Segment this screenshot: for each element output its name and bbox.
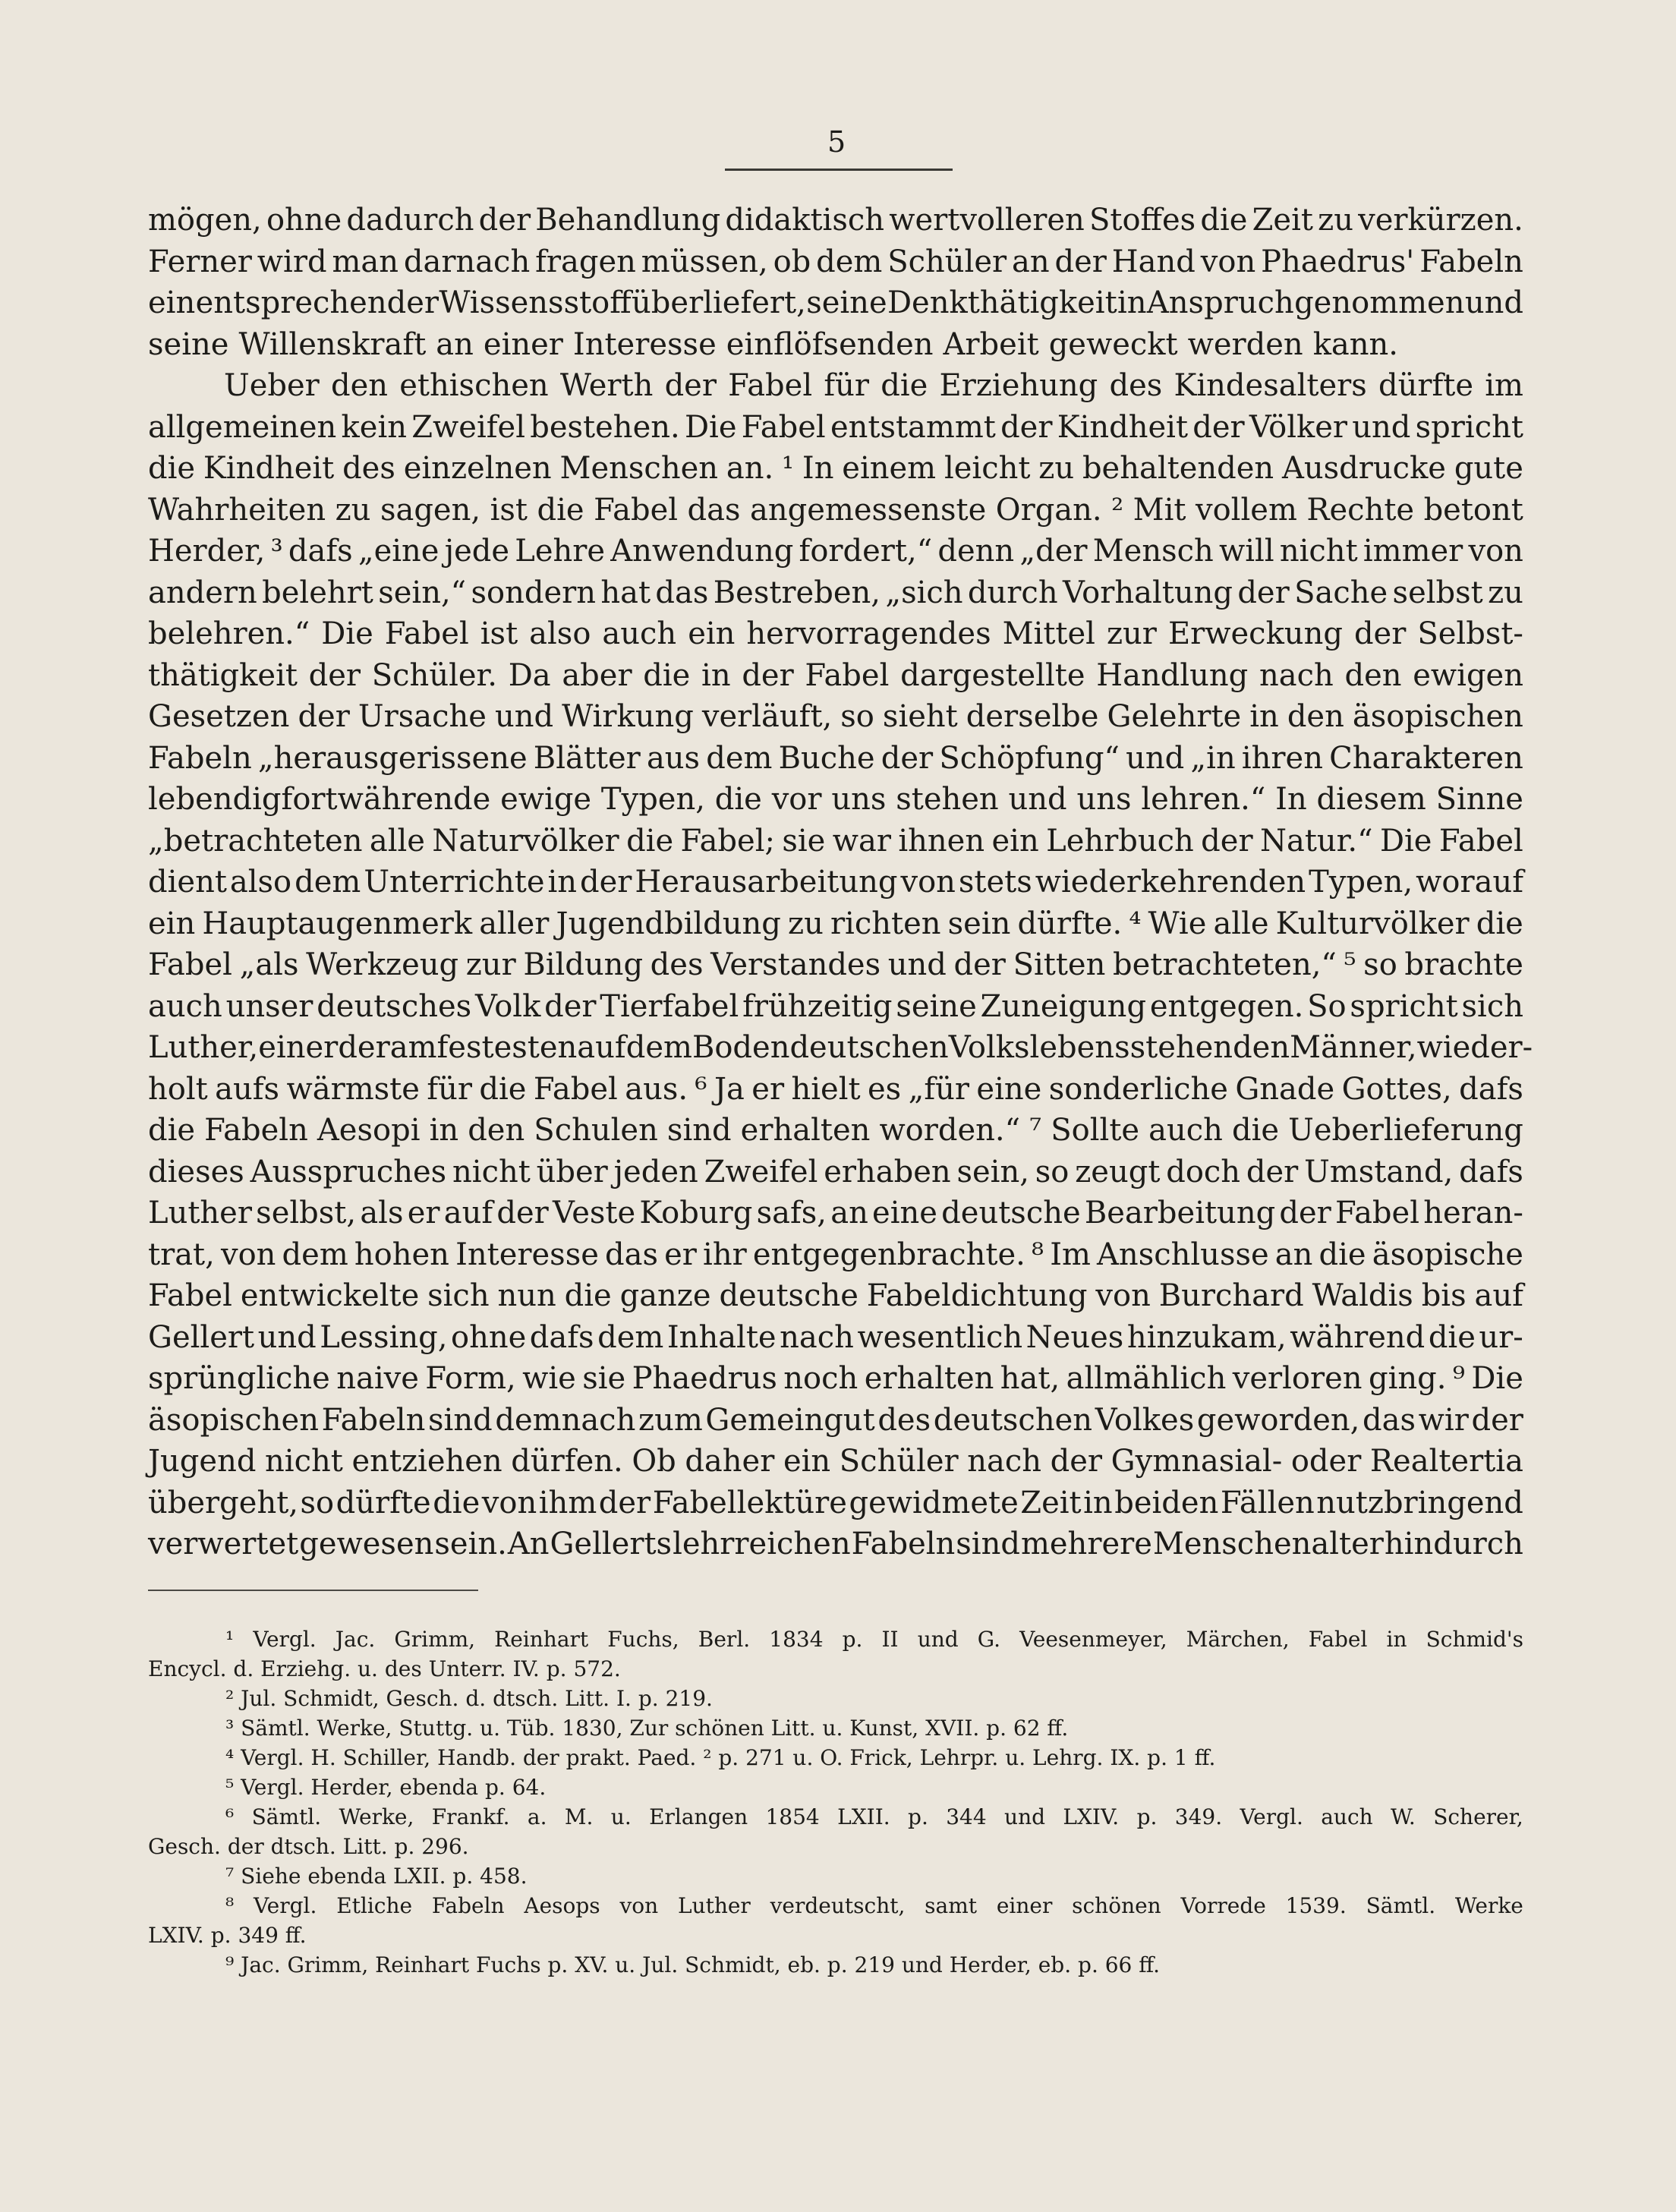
footnote-line: ⁸ Vergl. Etliche Fabeln Aesops von Luther verdeutscht, samt einer schönen Vorrede 1539. Sämtl. Werke [225, 1893, 1523, 1918]
body-line: mögen, ohne dadurch der Behandlung didaktisch wertvolleren Stoffes die Zeit zu verkürzen. [148, 203, 1523, 238]
body-line: ein entsprechender Wissensstoff überliefert, seine Denkthätigkeit in Anspruch genommen und [148, 285, 1523, 320]
footnote-line: LXIV. p. 349 ff. [148, 1923, 307, 1948]
footnote-separator [148, 1590, 478, 1591]
body-line: Herder, ³ dafs „eine jede Lehre Anwendung fordert,“ denn „der Mensch will nicht immer von [148, 534, 1523, 569]
body-line: Wahrheiten zu sagen, ist die Fabel das angemessenste Organ. ² Mit vollem Rechte betont [148, 492, 1523, 528]
body-line: Gellert und Lessing, ohne dafs dem Inhalte nach wesentlich Neues hinzukam, während die ur- [148, 1319, 1523, 1355]
footnote-line: ⁴ Vergl. H. Schiller, Handb. der prakt. Paed. ² p. 271 u. O. Frick, Lehrpr. u. Lehrg. IX. p. 1 ff. [225, 1745, 1216, 1770]
footnote-line: ⁹ Jac. Grimm, Reinhart Fuchs p. XV. u. Jul. Schmidt, eb. p. 219 und Herder, eb. p. 66 ff. [225, 1952, 1161, 1977]
body-line: lebendigfortwährende ewige Typen, die vor uns stehen und uns lehren.“ In diesem Sinne [148, 782, 1523, 817]
body-line: dieses Ausspruches nicht über jeden Zweifel erhaben sein, so zeugt doch der Umstand, dafs [148, 1154, 1523, 1190]
body-line: auch unser deutsches Volk der Tierfabel frühzeitig seine Zuneigung entgegen. So spricht sich [148, 988, 1523, 1024]
body-line: die Fabeln Aesopi in den Schulen sind erhalten worden.“ ⁷ Sollte auch die Ueberlieferung [148, 1113, 1523, 1148]
footnote-line: ¹ Vergl. Jac. Grimm, Reinhart Fuchs, Berl. 1834 p. II und G. Veesenmeyer, Märchen, Fabel in Schmid's [225, 1627, 1523, 1652]
body-line: dient also dem Unterrichte in der Herausarbeitung von stets wiederkehrenden Typen, worauf [148, 865, 1523, 900]
body-line: übergeht, so dürfte die von ihm der Fabellektüre gewidmete Zeit in beiden Fällen nutzbringend [148, 1485, 1523, 1520]
body-line: holt aufs wärmste für die Fabel aus. ⁶ Ja er hielt es „für eine sonderliche Gnade Gottes, dafs [148, 1071, 1523, 1107]
body-line: Jugend nicht entziehen dürfen. Ob daher ein Schüler nach der Gymnasial- oder Realtertia [148, 1444, 1523, 1479]
footnote-line: Gesch. der dtsch. Litt. p. 296. [148, 1834, 469, 1859]
body-line: Luther, einer der am festesten auf dem Boden deutschen Volkslebens stehenden Männer, wieder- [148, 1030, 1533, 1065]
footnote-line: ⁷ Siehe ebenda LXII. p. 458. [225, 1864, 528, 1889]
body-line: Fabel entwickelte sich nun die ganze deutsche Fabeldichtung von Burchard Waldis bis auf [148, 1278, 1523, 1313]
footnote-line: ³ Sämtl. Werke, Stuttg. u. Tüb. 1830, Zur schönen Litt. u. Kunst, XVII. p. 62 ff. [225, 1716, 1069, 1741]
body-line: Luther selbst, als er auf der Veste Koburg safs, an eine deutsche Bearbeitung der Fabel heran- [148, 1196, 1523, 1230]
body-line: die Kindheit des einzelnen Menschen an. ¹ In einem leicht zu behaltenden Ausdrucke gute [148, 451, 1523, 486]
body-line: Ueber den ethischen Werth der Fabel für die Erziehung des Kindesalters dürfte im [224, 368, 1523, 403]
body-line: „betrachteten alle Naturvölker die Fabel; sie war ihnen ein Lehrbuch der Natur.“ Die Fabel [148, 823, 1523, 859]
body-line: belehren.“ Die Fabel ist also auch ein hervorragendes Mittel zur Erweckung der Selbst- [148, 616, 1523, 651]
page-number: 5 [827, 125, 846, 159]
body-line: verwertet gewesen sein. An Gellerts lehrreichen Fabeln sind mehrere Menschenalter hindurch [148, 1527, 1523, 1561]
footnote-line: ⁵ Vergl. Herder, ebenda p. 64. [225, 1775, 547, 1800]
body-line: Gesetzen der Ursache und Wirkung verläuft, so sieht derselbe Gelehrte in den äsopischen [148, 699, 1523, 734]
body-line: thätigkeit der Schüler. Da aber die in der Fabel dargestellte Handlung nach den ewigen [148, 657, 1523, 693]
footnote-line: ⁶ Sämtl. Werke, Frankf. a. M. u. Erlangen 1854 LXII. p. 344 und LXIV. p. 349. Vergl. auch W. Scherer, [225, 1804, 1523, 1829]
footnotes [148, 1624, 1523, 1980]
body-line: Fabel „als Werkzeug zur Bildung des Verstandes und der Sitten betrachteten,“ ⁵ so brachte [148, 947, 1523, 982]
header-rule [725, 169, 953, 171]
body-line: trat, von dem hohen Interesse das er ihr entgegenbrachte. ⁸ Im Anschlusse an die äsopische [148, 1237, 1523, 1272]
page-header [725, 125, 953, 178]
footnote-line: Encycl. d. Erziehg. u. des Unterr. IV. p. 572. [148, 1656, 621, 1681]
body-text [148, 200, 1533, 1565]
body-line: ein Hauptaugenmerk aller Jugendbildung zu richten sein dürfte. ⁴ Wie alle Kulturvölker die [148, 906, 1523, 941]
body-line: sprüngliche naive Form, wie sie Phaedrus noch erhalten hat, allmählich verloren ging. ⁹ Die [148, 1361, 1523, 1396]
body-line: seine Willenskraft an einer Interesse einflöfsenden Arbeit geweckt werden kann. [148, 326, 1399, 362]
body-line: allgemeinen kein Zweifel bestehen. Die Fabel entstammt der Kindheit der Völker und spricht [148, 409, 1523, 445]
footnote-line: ² Jul. Schmidt, Gesch. d. dtsch. Litt. I. p. 219. [225, 1686, 713, 1711]
body-line: andern belehrt sein,“ sondern hat das Bestreben, „sich durch Vorhaltung der Sache selbst zu [148, 575, 1523, 610]
body-line: äsopischen Fabeln sind demnach zum Gemeingut des deutschen Volkes geworden, das wir der [148, 1402, 1523, 1438]
body-line: Ferner wird man darnach fragen müssen, ob dem Schüler an der Hand von Phaedrus' Fabeln [148, 244, 1523, 279]
body-line: Fabeln „herausgerissene Blätter aus dem Buche der Schöpfung“ und „in ihren Charakteren [148, 740, 1523, 776]
